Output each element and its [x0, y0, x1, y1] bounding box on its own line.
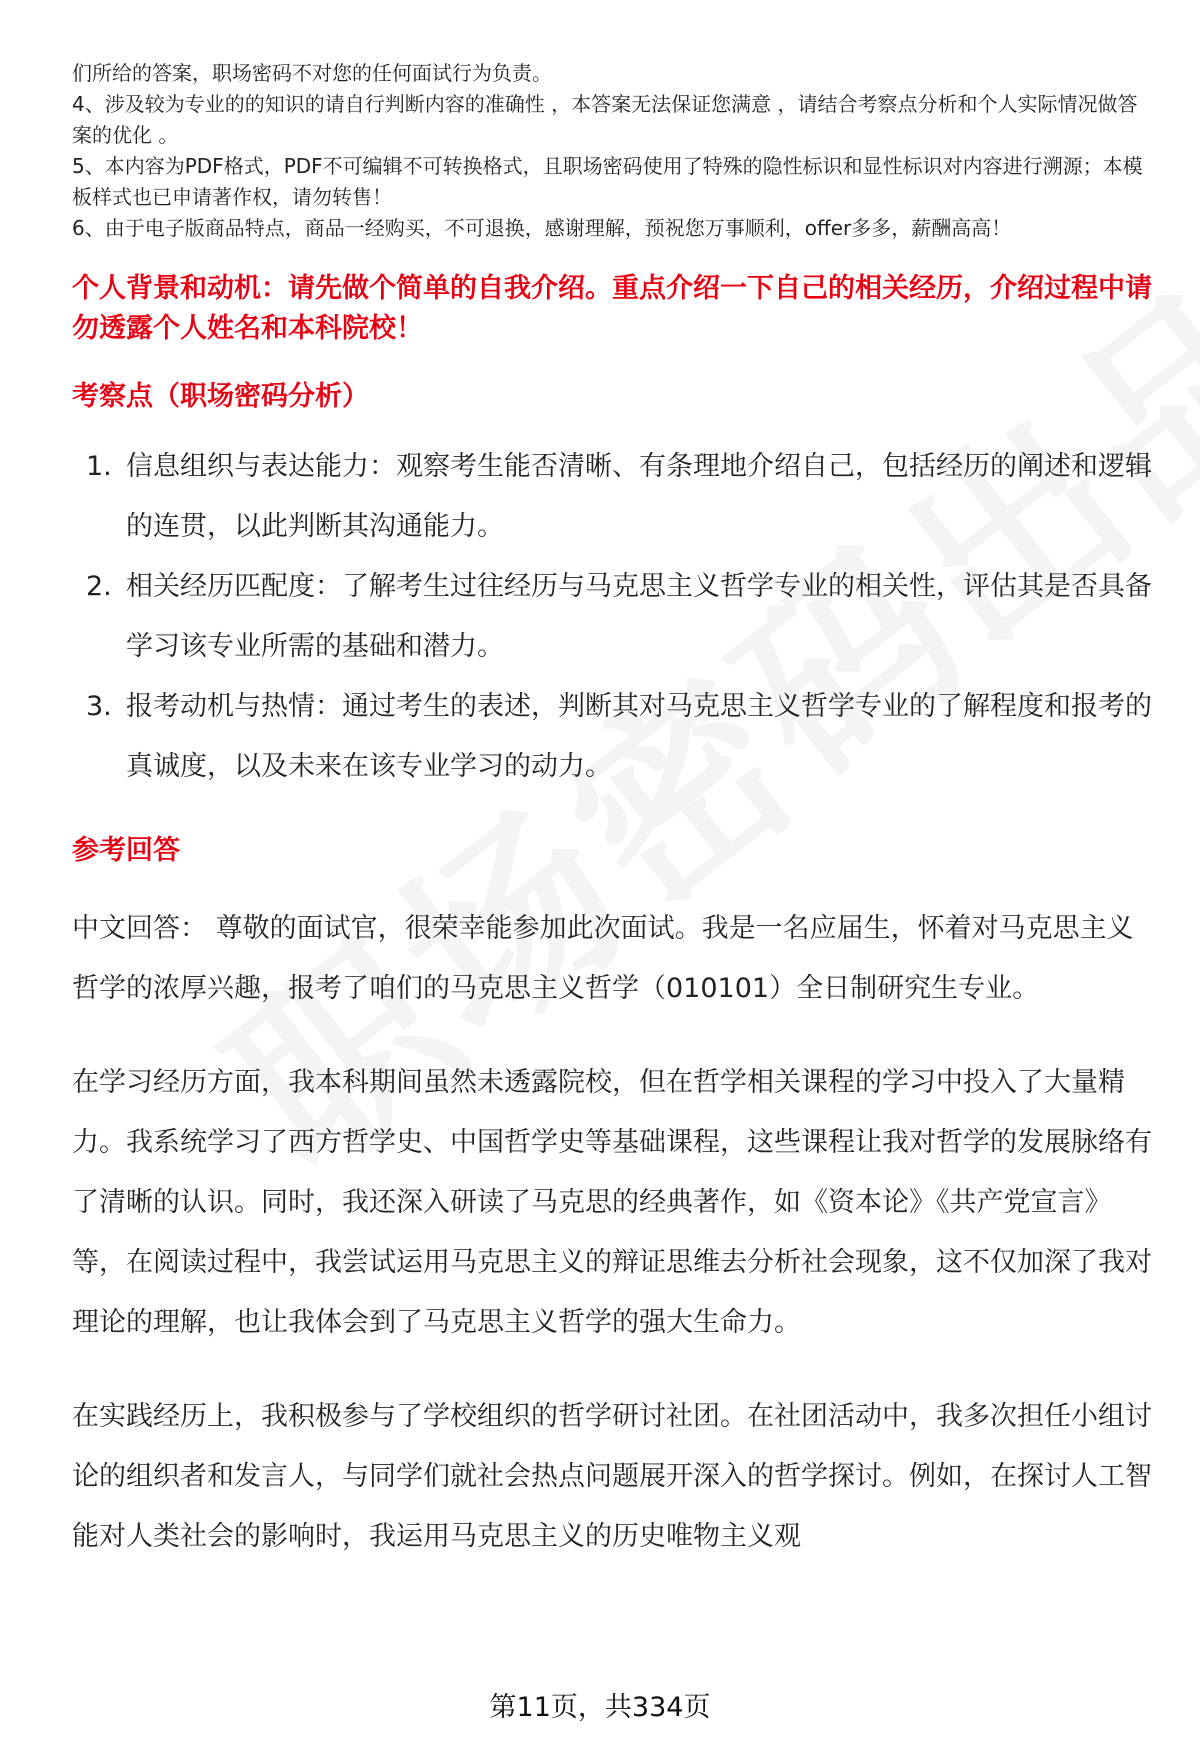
- list-item: [72, 437, 1152, 557]
- list-number: 2.: [86, 571, 112, 602]
- list-number: 1.: [86, 451, 112, 482]
- answer-title: 参考回答: [72, 835, 180, 866]
- answer-paragraph: 在实践经历上，我积极参与了学校组织的哲学研讨社团。在社团活动中，我多次担任小组讨论的组织者和发言人，与同学们就社会热点问题展开深入的哲学探讨。例如，在探讨人工智能对人类社会的影响时，我运用马克思主义的历史唯物主义观: [72, 1401, 1152, 1552]
- list-item-text: 报考动机与热情：通过考生的表述，判断其对马克思主义哲学专业的了解程度和报考的真诚度，以及未来在该专业学习的动力。: [126, 691, 1152, 782]
- notice-line: 5、本内容为PDF格式，PDF不可编辑不可转换格式，且职场密码使用了特殊的隐性标识和显性标识对内容进行溯源；本模板样式也已申请著作权，请勿转售！: [72, 154, 1143, 209]
- list-item: [72, 557, 1152, 677]
- key-points-list: [72, 437, 1152, 797]
- list-number: 3.: [86, 691, 112, 722]
- notice-line: 们所给的答案，职场密码不对您的任何面试行为负责。: [72, 61, 552, 85]
- page-number: 第11页，共334页: [489, 1692, 711, 1723]
- answer-paragraph: 中文回答： 尊敬的面试官，很荣幸能参加此次面试。我是一名应届生，怀着对马克思主义哲学的浓厚兴趣，报考了咱们的马克思主义哲学（010101）全日制研究生专业。: [72, 913, 1134, 1004]
- list-item-text: 信息组织与表达能力：观察考生能否清晰、有条理地介绍自己，包括经历的阐述和逻辑的连贯，以此判断其沟通能力。: [126, 451, 1152, 542]
- key-points-title: 考察点（职场密码分析）: [72, 381, 369, 412]
- page-content: [72, 0, 1152, 1567]
- list-item-text: 相关经历匹配度：了解考生过往经历与马克思主义哲学专业的相关性，评估其是否具备学习该专业所需的基础和潜力。: [126, 571, 1152, 662]
- answer-paragraph: 在学习经历方面，我本科期间虽然未透露院校，但在哲学相关课程的学习中投入了大量精力。我系统学习了西方哲学史、中国哲学史等基础课程，这些课程让我对哲学的发展脉络有了清晰的认识。同时，我还深入研读了马克思的经典著作，如《资本论》《共产党宣言》等，在阅读过程中，我尝试运用马克思主义的辩证思维去分析社会现象，这不仅加深了我对理论的理解，也让我体会到了马克思主义哲学的强大生命力。: [72, 1067, 1152, 1338]
- list-item: [72, 677, 1152, 797]
- notice-line: 4、涉及较为专业的的知识的请自行判断内容的准确性 ，本答案无法保证您满意 ，请结合考察点分析和个人实际情况做答案的优化 。: [72, 92, 1138, 147]
- notice-block: [72, 58, 1152, 244]
- notice-line: 6、由于电子版商品特点，商品一经购买，不可退换，感谢理解，预祝您万事顺利，offer多多，薪酬高高！: [72, 216, 1012, 240]
- interview-question: 个人背景和动机：请先做个简单的自我介绍。重点介绍一下自己的相关经历，介绍过程中请勿透露个人姓名和本科院校！: [72, 273, 1152, 344]
